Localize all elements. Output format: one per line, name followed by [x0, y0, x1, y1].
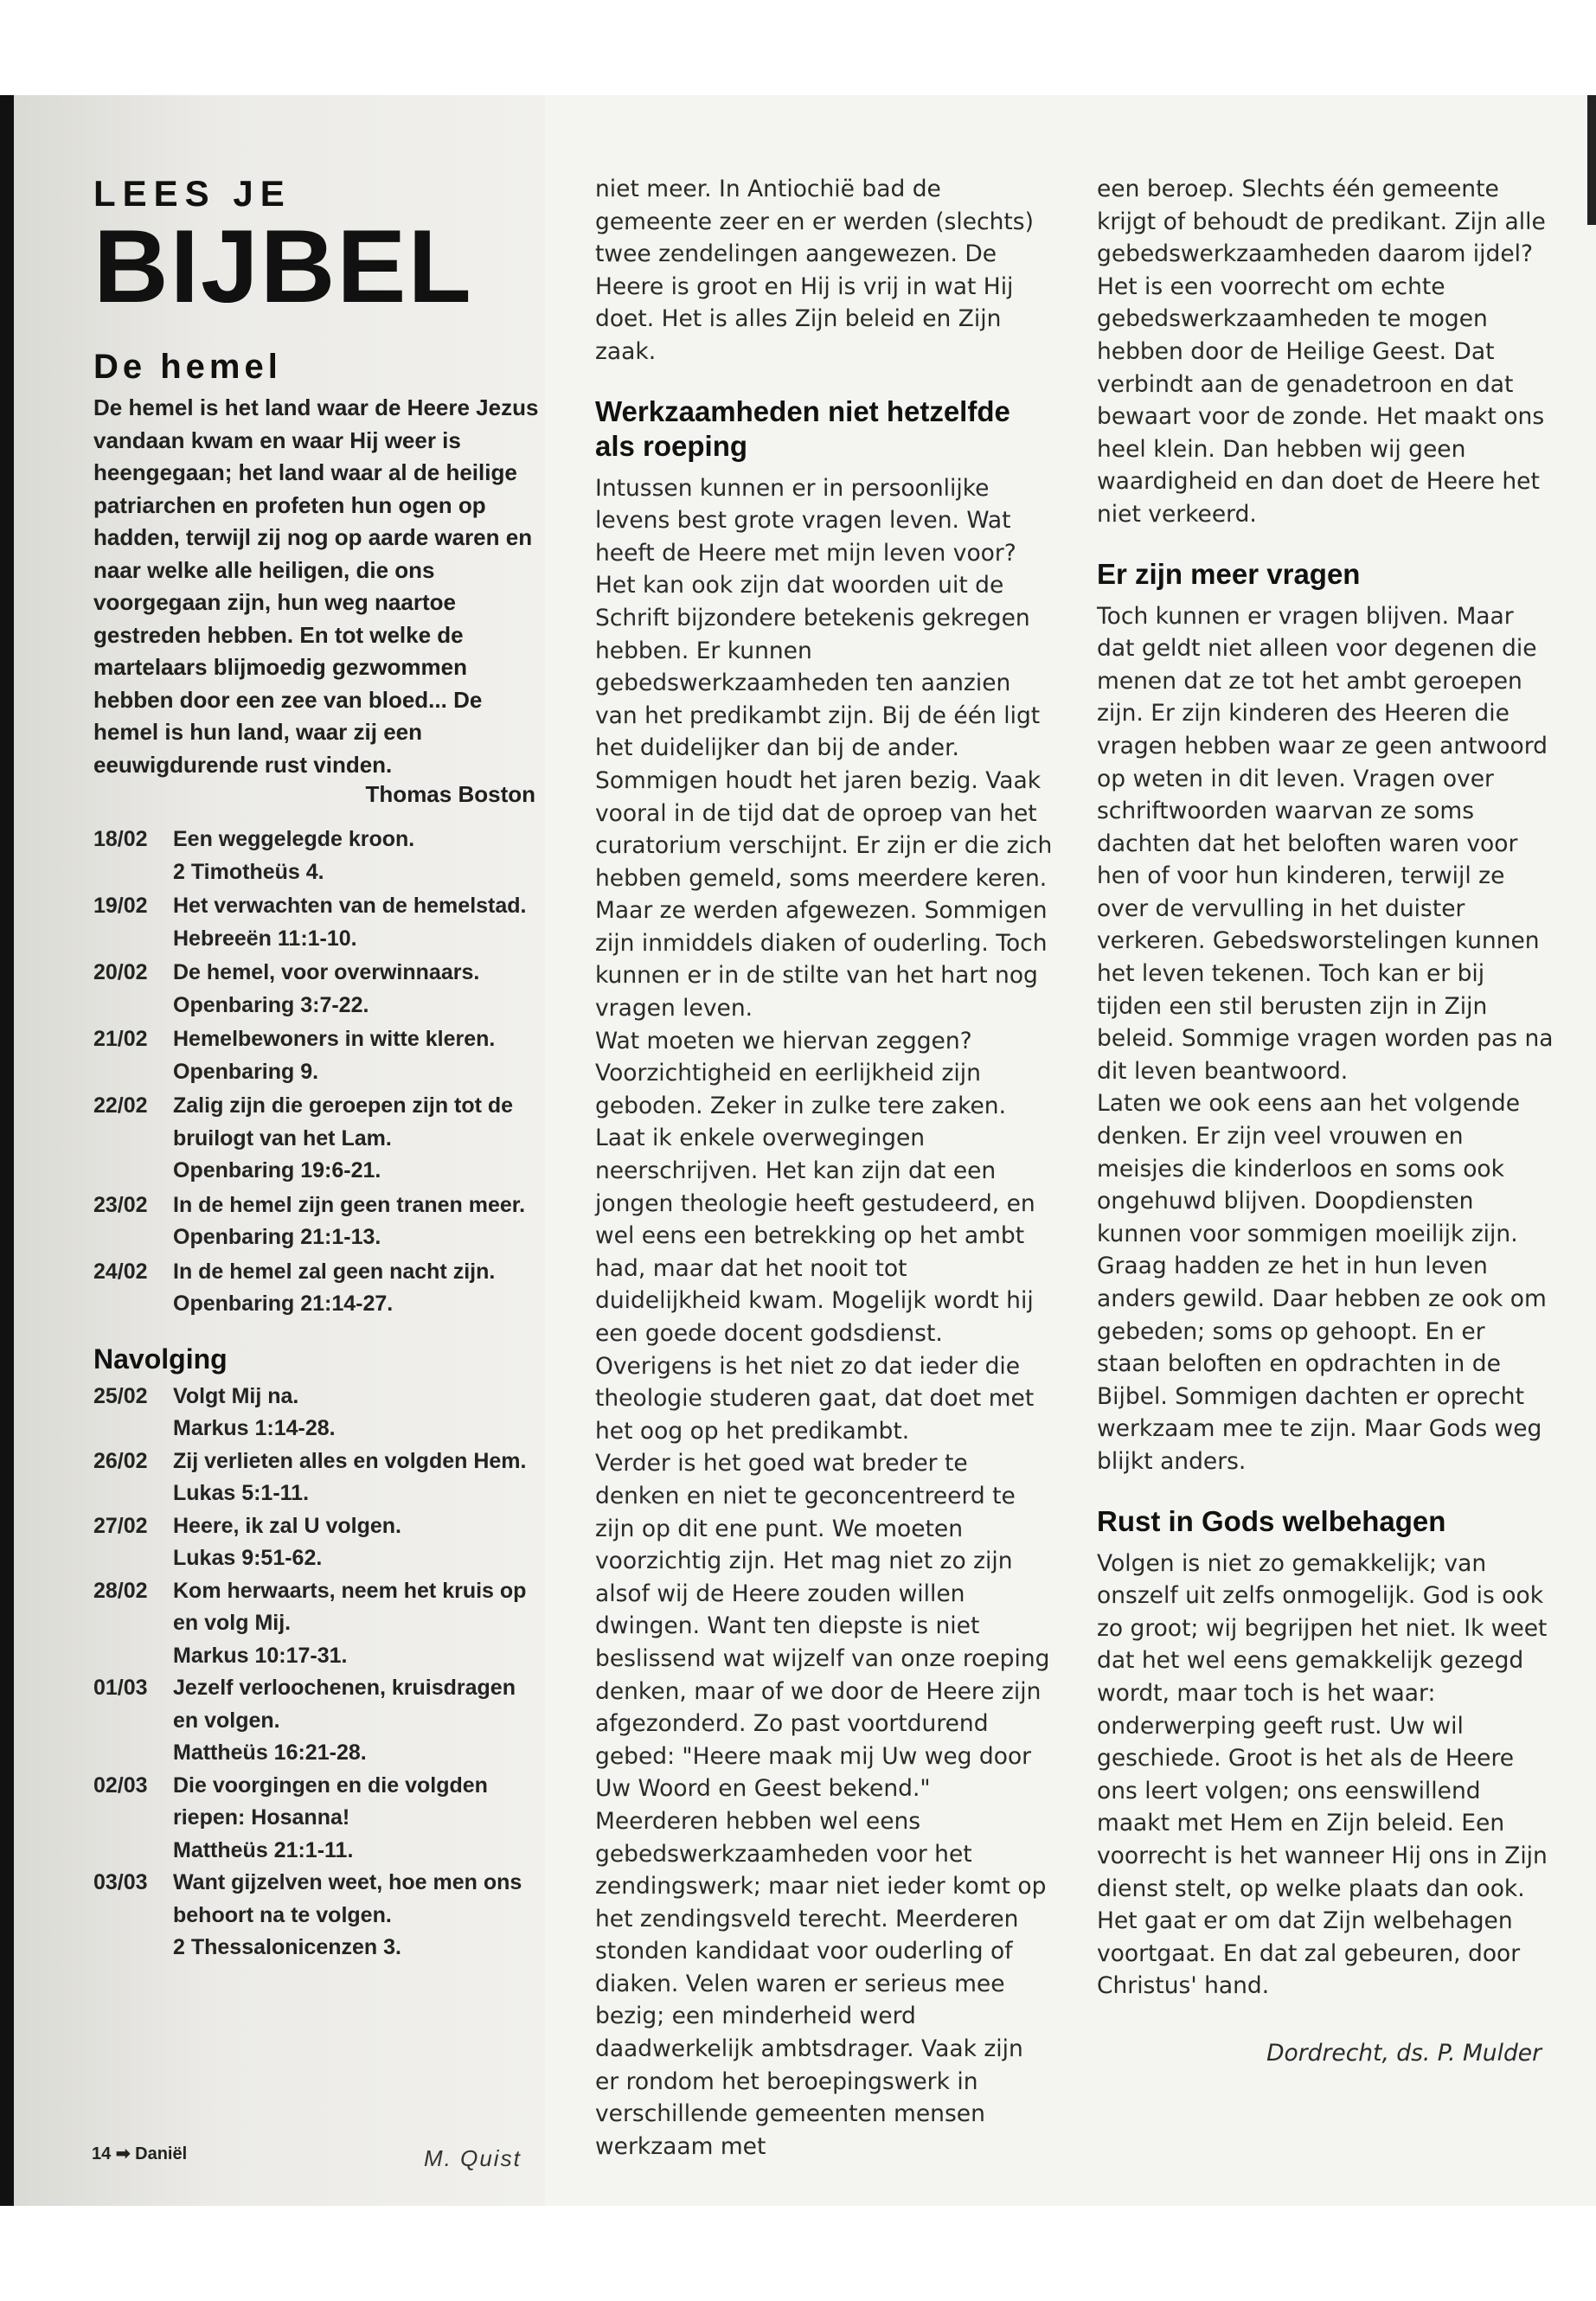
article-paragraph: Toch kunnen er vragen blijven. Maar dat geldt niet alleen voor degenen die menen dat ze tot het ambt geroepen zijn. Er zijn kinderen des Heeren die vragen hebben waar ze geen antwoord op weten in dit leven. Vragen over schriftwoorden waarvan ze soms dachten dat het beloften waren voor hen of voor hun kinderen, terwijl ze over de vervulling in het duister verkeren. Gebedsworstelingen kunnen het leven tekenen. Toch kan er bij tijden een stil berusten zijn in Zijn beleid. Sommige vragen worden pas na dit leven beantwoord. [1097, 602, 1554, 1085]
scan-edge-right [1587, 95, 1596, 225]
reading-ref: Lukas 9:51-62. [173, 1546, 323, 1570]
list-item [93, 824, 539, 888]
page-footer [92, 2143, 187, 2164]
reading-ref: 2 Timotheüs 4. [173, 859, 324, 884]
reading-date: 22/02 [93, 1093, 148, 1118]
scan-edge-left [0, 95, 14, 2206]
left-column-signature: M. Quist [424, 2145, 522, 2171]
reading-text: Die voorgingen en die volgden riepen: Hosanna! [173, 1772, 488, 1830]
reading-text: De hemel, voor overwinnaars. [173, 960, 480, 984]
article-paragraph: een beroep. Slechts één gemeente krijgt of behoudt de predikant. Zijn alle gebedswerkzaamheden daarom ijdel? Het is een voorrecht om echte gebedswerkzaamheden te mogen hebben door de Heilige Geest. Dat verbindt aan de genadetroon en dat bewaart voor de zonde. Het maakt ons heel klein. Dan hebben wij geen waardigheid en dan doet de Heere het niet verkeerd. [1097, 176, 1546, 528]
reading-text: Jezelf verloochenen, kruisdragen en volgen. [173, 1676, 516, 1733]
quote-paragraph: De hemel is het land waar de Heere Jezus vandaan kwam en waar Hij weer is heengegaan; het land waar al de heilige patriarchen en profeten hun ogen op hadden, terwijl zij nog op aarde waren en naar welke alle heiligen, die ons voorgegaan zijn, hun weg naartoe gestreden hebben. En tot welke de martelaars blijmoedig gezwommen hebben door een zee van bloed... De hemel is hun land, waar zij een eeuwigdurende rust vinden. [93, 394, 539, 778]
section-title-hemel: De hemel [93, 348, 282, 386]
reading-text: Want gijzelven weet, hoe men ons behoort na te volgen. [173, 1870, 522, 1927]
article-paragraph: Volgen is niet zo gemakkelijk; van onszelf uit zelfs onmogelijk. God is ook zo groot; wij begrijpen het niet. Ik weet dat het wel eens gemakkelijk gezegd wordt, maar toch is het waar: onderwerping geeft rust. Uw wil geschiede. Groot is het als de Heere ons leert volgen; ons eenswillend maakt met Hem en Zijn beleid. Een voorrecht is het wanneer Hij ons in Zijn dienst stelt, op welke plaats dan ook. Het gaat er om dat Zijn welbehagen voortgaat. En dat zal gebeuren, door Christus' hand. [1097, 1549, 1548, 2000]
reading-ref: Lukas 5:1-11. [173, 1481, 310, 1505]
reading-text: Zalig zijn die geroepen zijn tot de bruilogt van het Lam. [173, 1093, 514, 1150]
list-item [93, 1445, 539, 1510]
reading-text: Volgt Mij na. [173, 1383, 299, 1408]
reading-ref: Mattheüs 21:1-11. [173, 1837, 354, 1862]
article-heading-welbehagen: Rust in Gods welbehagen [1097, 1504, 1446, 1537]
magazine-name: Daniël [135, 2144, 188, 2163]
reading-date: 03/03 [93, 1870, 148, 1894]
reading-date: 21/02 [93, 1027, 148, 1051]
reading-date: 02/03 [93, 1772, 148, 1798]
article-paragraph: Intussen kunnen er in persoonlijke levens best grote vragen leven. Wat heeft de Heere met mijn leven voor? Het kan ook zijn dat woorden uit de Schrift bijzondere betekenis gekregen hebben. Er kunnen gebedswerkzaamheden ten aanzien van het predikambt zijn. Bij de één ligt het duidelijker dan bij de ander. Sommigen houdt het jaren bezig. Vaak vooral in de tijd dat de oproep van het curatorium verschijnt. Er zijn er die zich hebben gemeld, soms meerdere keren. Maar ze werden afgewezen. Sommigen zijn inmiddels diaken of ouderling. Toch kunnen er in de stilte van het hart nog vragen leven. [595, 474, 1053, 1022]
section-title-navolging: Navolging [93, 1343, 228, 1375]
article-paragraph: Meerderen hebben wel eens gebedswerkzaamheden voor het zendingswerk; maar niet ieder komt op het zendingsveld terecht. Meerderen stonden kandidaat voor ouderling of diaken. Velen waren er serieus mee bezig; een minderheid werd daadwerkelijk ambtsdrager. Vaak zijn er rondom het beroepingswerk in verschillende gemeenten mensen werkzaam met [595, 1807, 1047, 2160]
reading-ref: Markus 10:17-31. [173, 1643, 348, 1668]
reading-date: 20/02 [93, 960, 148, 984]
article-paragraph: Verder is het goed wat breder te denken en niet te geconcentreerd te zijn op dit ene punt. We moeten voorzichtig zijn. Het mag niet zo zijn alsof wij de Heere zouden willen dwingen. Want ten diepste is niet beslissend wat wijzelf van onze roeping denken, maar of we door de Heere zijn afgezonderd. Zo past voortdurend gebed: "Heere maak mij Uw weg door Uw Woord en Geest bekend." [595, 1450, 1050, 1803]
list-item [93, 1381, 539, 1445]
reading-text: Hemelbewoners in witte kleren. [173, 1027, 496, 1051]
reading-ref: Hebreeën 11:1-10. [173, 926, 357, 951]
reading-date: 28/02 [93, 1578, 148, 1603]
reading-ref: Markus 1:14-28. [173, 1416, 336, 1440]
list-item [93, 890, 539, 955]
reading-list-hemel [93, 824, 539, 1321]
reading-date: 24/02 [93, 1259, 148, 1284]
reading-text: In de hemel zal geen nacht zijn. [173, 1259, 496, 1284]
reading-text: Het verwachten van de hemelstad. [173, 894, 527, 918]
list-item [93, 1867, 539, 1965]
reading-date: 23/02 [93, 1192, 148, 1217]
article-heading-vragen: Er zijn meer vragen [1097, 557, 1361, 590]
reading-date: 26/02 [93, 1448, 148, 1473]
page-number: 14 [92, 2144, 112, 2163]
list-item [93, 1770, 539, 1868]
article-signature: Dordrecht, ds. P. Mulder [1266, 2039, 1542, 2067]
arrow-icon: ➡ [115, 2144, 131, 2163]
reading-text: Een weggelegde kroon. [173, 827, 415, 851]
reading-list-navolging [93, 1381, 539, 1965]
article-paragraph: Wat moeten we hiervan zeggen? Voorzichtigheid en eerlijkheid zijn geboden. Zeker in zulke tere zaken. Laat ik enkele overwegingen neerschrijven. Het kan zijn dat een jongen theologie heeft gestudeerd, en wel eens een betrekking op het ambt had, maar dat het nooit tot duidelijkheid kwam. Mogelijk wordt hij een goede docent godsdienst. Overigens is het niet zo dat ieder die theologie studeren gaat, dat doet met het oog op het predikambt. [595, 1027, 1035, 1445]
reading-ref: Openbaring 9. [173, 1059, 319, 1084]
reading-text: Heere, ik zal U volgen. [173, 1513, 401, 1538]
reading-date: 18/02 [93, 827, 148, 851]
reading-text: Zij verlieten alles en volgden Hem. [173, 1448, 527, 1473]
list-item [93, 1090, 539, 1188]
reading-date: 27/02 [93, 1513, 148, 1538]
reading-ref: Openbaring 19:6-21. [173, 1158, 381, 1183]
reading-date: 01/03 [93, 1676, 148, 1700]
list-item [93, 1510, 539, 1575]
list-item [93, 1575, 539, 1673]
list-item [93, 957, 539, 1022]
list-item [93, 1672, 539, 1770]
reading-ref: Mattheüs 16:21-28. [173, 1740, 367, 1765]
article-heading-roeping: Werkzaamheden niet hetzelfde als roeping [595, 394, 1010, 462]
reading-ref: Openbaring 21:14-27. [173, 1292, 394, 1316]
page-title: BIJBEL [93, 208, 473, 324]
reading-date: 19/02 [93, 894, 148, 918]
quote-author: Thomas Boston [365, 781, 535, 807]
list-item [93, 1023, 539, 1088]
section-kicker: LEES JE [93, 173, 292, 214]
article-column-right [1097, 173, 1555, 2069]
article-paragraph: Laten we ook eens aan het volgende denken. Er zijn veel vrouwen en meisjes die kinderloos en soms ook ongehuwd blijven. Doopdiensten kunnen voor sommigen moeilijk zijn. Graag hadden ze het in hun leven anders gewild. Daar hebben ze ook om gebeden; soms op gehoopt. En er staan beloften en opdrachten in de Bijbel. Sommigen dachten er oprecht werkzaam mee te zijn. Maar Gods weg blijkt anders. [1097, 1090, 1547, 1475]
list-item [93, 1189, 539, 1254]
article-intro: niet meer. In Antiochië bad de gemeente zeer en er werden (slechts) twee zendelingen aangewezen. De Heere is groot en Hij is vrij in wat Hij doet. Het is alles Zijn beleid en Zijn zaak. [595, 176, 1034, 365]
list-item [93, 1256, 539, 1321]
left-column [93, 173, 539, 1965]
reading-ref: Openbaring 21:1-13. [173, 1225, 381, 1249]
reading-text: In de hemel zijn geen tranen meer. [173, 1192, 526, 1217]
reading-ref: 2 Thessalonicenzen 3. [173, 1935, 401, 1959]
reading-ref: Openbaring 3:7-22. [173, 992, 369, 1017]
reading-text: Kom herwaarts, neem het kruis op en volg Mij. [173, 1578, 527, 1635]
article-column-middle [595, 173, 1054, 2163]
reading-date: 25/02 [93, 1383, 148, 1408]
